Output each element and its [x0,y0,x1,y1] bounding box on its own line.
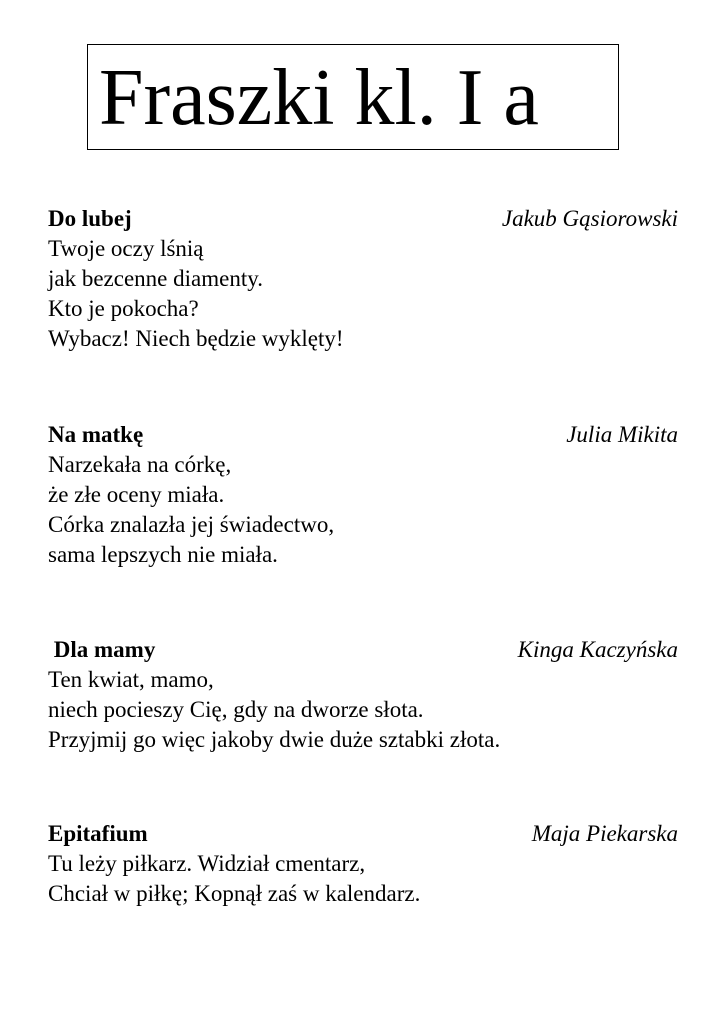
poem-line: Kto je pokocha? [48,296,199,321]
poem-title: Dla mamy [48,637,156,662]
poem-line: niech pocieszy Cię, gdy na dworze słota. [48,697,424,722]
poem-header [48,635,678,665]
poem-author: Maja Piekarska [531,821,678,846]
poem-epitafium [48,819,678,909]
poem-line: Chciał w piłkę; Kopnął zaś w kalendarz. [48,881,421,906]
poem-line: sama lepszych nie miała. [48,542,278,567]
poem-line: że złe oceny miała. [48,482,225,507]
poem-author: Kinga Kaczyńska [517,637,678,662]
poem-line: Twoje oczy lśnią [48,236,204,261]
poem-line: Córka znalazła jej świadectwo, [48,512,335,537]
title-box [87,44,619,150]
document-title: Fraszki kl. I a [99,54,539,142]
poem-header [48,420,678,450]
poem-title: Do lubej [48,206,132,231]
poem-author: Jakub Gąsiorowski [501,206,678,231]
poem-line: Narzekała na córkę, [48,452,232,477]
poem-header [48,204,678,234]
poem-header [48,819,678,849]
poem-line: Tu leży piłkarz. Widział cmentarz, [48,851,366,876]
poem-line: jak bezcenne diamenty. [48,266,263,291]
poem-line: Wybacz! Niech będzie wyklęty! [48,326,344,351]
poem-na-matke [48,420,678,570]
poem-line: Przyjmij go więc jakoby dwie duże sztabki złota. [48,727,501,752]
poem-title: Epitafium [48,821,148,846]
poem-line: Ten kwiat, mamo, [48,667,214,692]
poem-do-lubej [48,204,678,354]
poem-author: Julia Mikita [566,422,678,447]
poem-dla-mamy [48,635,678,755]
poem-title: Na matkę [48,422,144,447]
